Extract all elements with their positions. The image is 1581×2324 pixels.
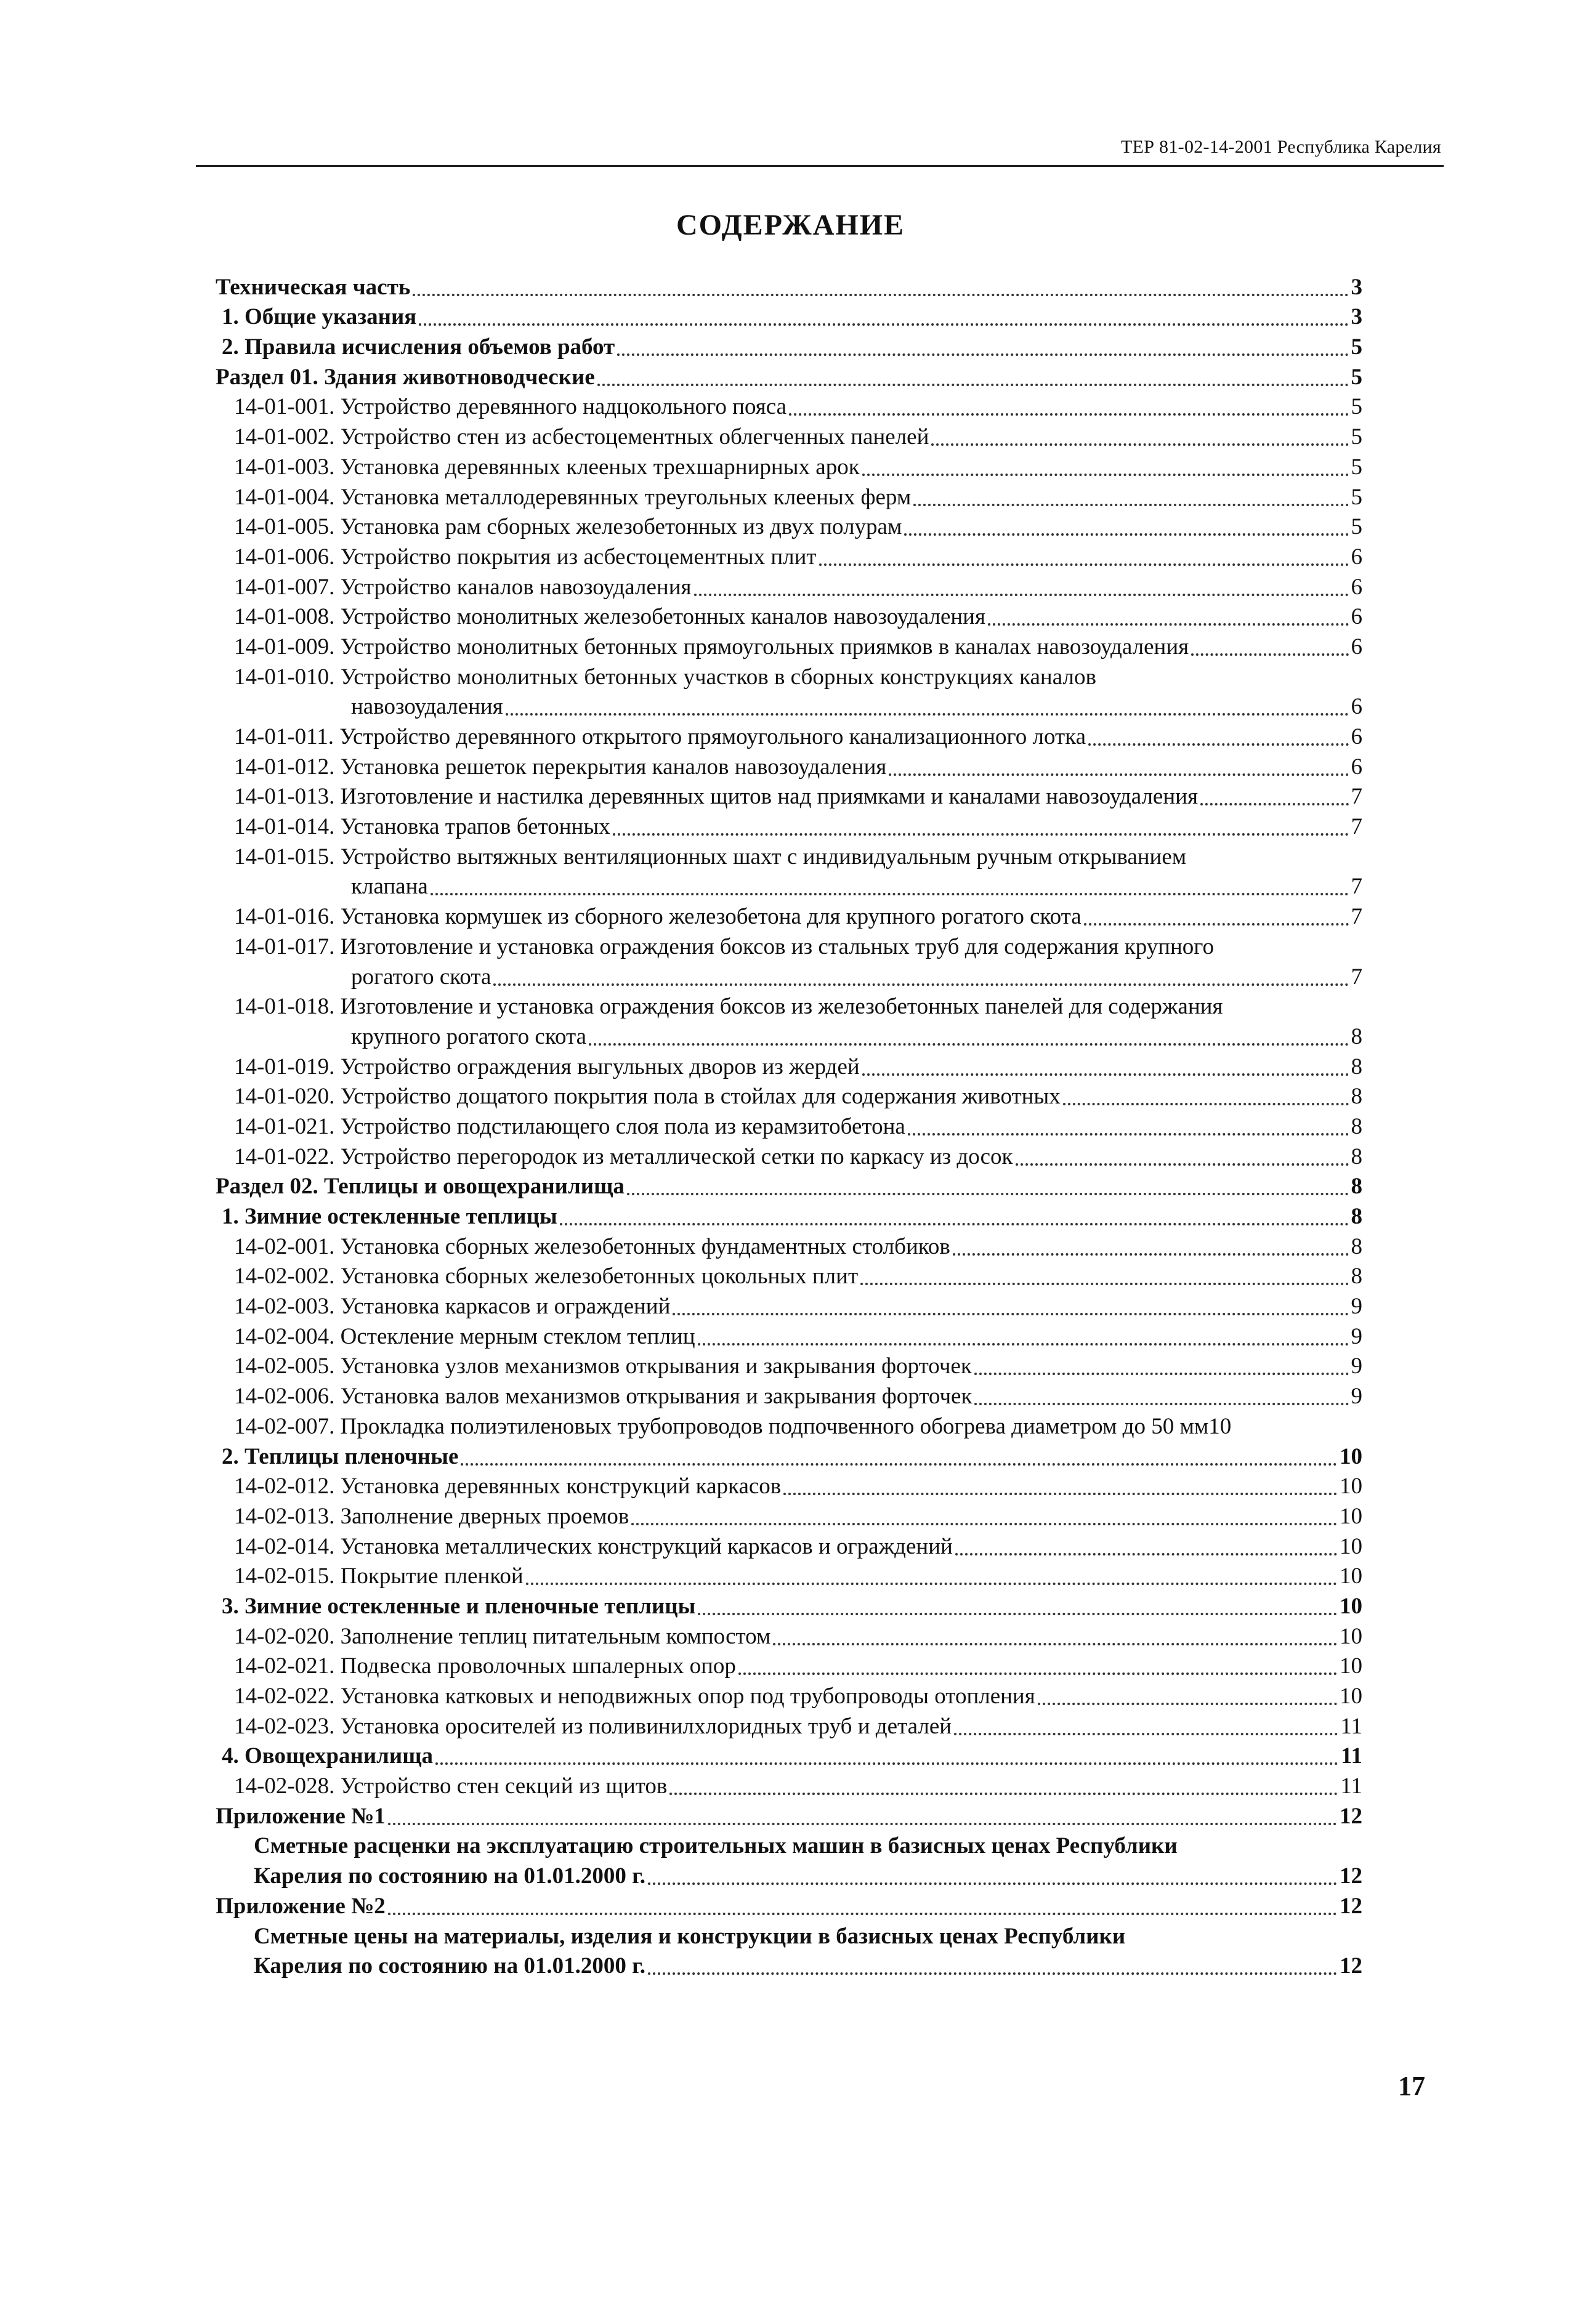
dot-leader xyxy=(738,1672,1337,1675)
toc-entry-title: 14-02-012. Установка деревянных конструкций каркасов xyxy=(234,1474,782,1499)
toc-entry-page: 7 xyxy=(1351,784,1362,810)
toc-entry-title: клапана xyxy=(351,874,428,900)
dot-leader xyxy=(862,1073,1349,1076)
toc-entry xyxy=(216,661,1362,691)
toc-entry-page: 10 xyxy=(1340,1563,1362,1589)
toc-entry-title: 14-01-005. Установка рам сборных железобетонных из двух полурам xyxy=(234,514,902,540)
toc-entry xyxy=(216,1800,1362,1830)
dot-leader xyxy=(526,1583,1337,1585)
dot-leader xyxy=(673,1313,1348,1315)
toc-entry xyxy=(216,1471,1362,1501)
toc-entry-title: 14-01-020. Устройство дощатого покрытия пола в стойлах для содержания животных xyxy=(234,1084,1061,1110)
toc-entry-title: 14-01-011. Устройство деревянного открытого прямоугольного канализационного лотка xyxy=(234,724,1086,749)
toc-entry xyxy=(216,1890,1362,1920)
toc-entry-page: 9 xyxy=(1351,1384,1362,1410)
toc-entry xyxy=(216,900,1362,930)
toc-entry-page: 12 xyxy=(1340,1953,1362,1979)
toc-entry xyxy=(216,1261,1362,1291)
toc-entry xyxy=(216,841,1362,871)
toc-entry-title: Раздел 01. Здания животноводческие xyxy=(216,364,595,390)
dot-leader xyxy=(435,1762,1338,1765)
toc-entry-title: 1. Зимние остекленные теплицы xyxy=(222,1204,557,1229)
toc-entry-title: крупного рогатого скота xyxy=(351,1023,586,1049)
toc-entry xyxy=(216,1290,1362,1320)
toc-entry-page: 5 xyxy=(1351,334,1362,360)
toc-entry-page: 10 xyxy=(1340,1653,1362,1679)
toc-entry-title: 14-01-003. Установка деревянных клееных трехшарнирных арок xyxy=(234,454,860,480)
toc-entry-page: 12 xyxy=(1340,1803,1362,1829)
toc-entry-page: 5 xyxy=(1351,394,1362,420)
toc-entry-title: 14-01-008. Устройство монолитных железобетонных каналов навозоудаления xyxy=(234,604,986,630)
toc-entry xyxy=(216,1560,1362,1591)
toc-entry-title: 14-02-015. Покрытие пленкой xyxy=(234,1563,524,1589)
toc-entry-page: 7 xyxy=(1351,814,1362,840)
toc-entry xyxy=(216,1020,1362,1051)
toc-entry-page: 5 xyxy=(1351,484,1362,510)
toc-entry-title: 14-02-002. Установка сборных железобетонных цокольных плит xyxy=(234,1264,859,1289)
toc-entry xyxy=(216,1770,1362,1800)
toc-entry xyxy=(216,361,1362,391)
toc-entry-title: 2. Правила исчисления объемов работ xyxy=(222,334,615,360)
toc-entry xyxy=(216,1860,1362,1890)
toc-entry xyxy=(216,1680,1362,1710)
toc-entry xyxy=(216,1171,1362,1201)
toc-entry-page: 9 xyxy=(1351,1323,1362,1349)
toc-entry xyxy=(216,1440,1362,1471)
toc-entry xyxy=(216,1320,1362,1350)
toc-entry-title: 14-01-022. Устройство перегородок из металлической сетки по каркасу из досок xyxy=(234,1144,1013,1169)
dot-leader xyxy=(773,1643,1337,1645)
dot-leader xyxy=(974,1373,1349,1375)
dot-leader xyxy=(648,1972,1337,1975)
dot-leader xyxy=(1191,653,1348,656)
toc-entry xyxy=(216,1530,1362,1560)
toc-entry-title: 3. Зимние остекленные и пленочные теплицы xyxy=(222,1593,696,1619)
dot-leader xyxy=(388,1913,1337,1915)
dot-leader xyxy=(904,533,1348,536)
toc-entry xyxy=(216,601,1362,631)
table-of-contents xyxy=(216,271,1362,1980)
dot-leader xyxy=(698,1613,1337,1615)
toc-entry-title: 14-01-018. Изготовление и установка ограждения боксов из железобетонных панелей для содержания xyxy=(234,994,1223,1020)
toc-entry-page: 5 xyxy=(1351,364,1362,390)
toc-entry-page: 8 xyxy=(1351,1054,1362,1079)
toc-entry-title: Сметные расценки на эксплуатацию строительных машин в базисных ценах Республики xyxy=(254,1833,1178,1859)
dot-leader xyxy=(698,1343,1349,1346)
toc-entry xyxy=(216,541,1362,571)
toc-entry-page: 8 xyxy=(1351,1144,1362,1169)
dot-leader xyxy=(819,563,1349,566)
toc-entry-title: Раздел 02. Теплицы и овощехранилища xyxy=(216,1174,625,1200)
toc-entry-page: 5 xyxy=(1351,424,1362,450)
toc-entry xyxy=(216,1620,1362,1650)
dot-leader xyxy=(955,1553,1337,1555)
toc-entry-page: 6 xyxy=(1351,574,1362,600)
toc-entry-page: 9 xyxy=(1351,1294,1362,1320)
toc-entry-page: 8 xyxy=(1351,1084,1362,1110)
toc-entry-page: 10 xyxy=(1208,1413,1232,1439)
toc-entry-page: 8 xyxy=(1351,1113,1362,1139)
dot-leader xyxy=(648,1882,1337,1885)
toc-entry-title: 14-01-013. Изготовление и настилка деревянных щитов над приямками и каналами навозоудаления xyxy=(234,784,1198,810)
dot-leader xyxy=(388,1823,1337,1825)
toc-entry-title: 14-01-016. Установка кормушек из сборного железобетона для крупного рогатого скота xyxy=(234,904,1082,930)
dot-leader xyxy=(988,623,1348,626)
toc-entry xyxy=(216,631,1362,661)
toc-entry-title: 14-01-009. Устройство монолитных бетонных прямоугольных приямков в каналах навозоудаления xyxy=(234,634,1189,660)
header-rule xyxy=(196,165,1444,167)
toc-entry xyxy=(216,1650,1362,1680)
dot-leader xyxy=(617,353,1348,356)
toc-entry-page: 7 xyxy=(1351,904,1362,930)
toc-entry-page: 8 xyxy=(1351,1174,1362,1200)
toc-entry-page: 10 xyxy=(1340,1474,1362,1499)
toc-entry xyxy=(216,961,1362,991)
dot-leader xyxy=(493,983,1348,986)
toc-entry-title: 14-01-019. Устройство ограждения выгульных дворов из жердей xyxy=(234,1054,860,1079)
toc-entry-page: 3 xyxy=(1351,274,1362,300)
dot-leader xyxy=(1200,803,1349,805)
toc-entry-page: 6 xyxy=(1351,754,1362,780)
toc-entry-title: Карелия по состоянию на 01.01.2000 г. xyxy=(254,1863,645,1889)
toc-entry-page: 10 xyxy=(1340,1443,1362,1469)
toc-entry-title: 14-01-012. Установка решеток перекрытия каналов навозоудаления xyxy=(234,754,887,780)
toc-entry-title: 4. Овощехранилища xyxy=(222,1743,433,1769)
toc-entry xyxy=(216,810,1362,841)
toc-entry-page: 7 xyxy=(1351,874,1362,900)
dot-leader xyxy=(694,594,1349,596)
dot-leader xyxy=(974,1403,1348,1405)
toc-entry xyxy=(216,1110,1362,1140)
dot-leader xyxy=(1088,743,1348,746)
dot-leader xyxy=(953,1253,1349,1256)
toc-entry-page: 8 xyxy=(1351,1204,1362,1229)
toc-entry-title: 14-01-010. Устройство монолитных бетонных участков в сборных конструкциях каналов xyxy=(234,664,1096,690)
toc-entry xyxy=(216,1740,1362,1770)
toc-entry-title: 14-02-028. Устройство стен секций из щитов xyxy=(234,1773,668,1799)
dot-leader xyxy=(597,384,1349,386)
toc-entry-page: 5 xyxy=(1351,454,1362,480)
toc-entry-page: 11 xyxy=(1340,1713,1362,1739)
dot-leader xyxy=(631,1523,1337,1525)
toc-entry xyxy=(216,331,1362,361)
toc-entry-title: 14-02-014. Установка металлических конструкций каркасов и ограждений xyxy=(234,1533,953,1559)
dot-leader xyxy=(589,1043,1349,1046)
toc-entry-title: 14-01-006. Устройство покрытия из асбестоцементных плит xyxy=(234,544,817,570)
toc-entry-title: 14-02-004. Остекление мерным стеклом теплиц xyxy=(234,1323,695,1349)
toc-entry xyxy=(216,1081,1362,1111)
toc-entry xyxy=(216,481,1362,511)
dot-leader xyxy=(413,294,1348,296)
dot-leader xyxy=(860,1283,1348,1285)
toc-entry-title: 2. Теплицы пленочные xyxy=(222,1443,459,1469)
toc-entry-title: 14-02-022. Установка катковых и неподвижных опор под трубопроводы отопления xyxy=(234,1684,1035,1709)
toc-entry xyxy=(216,1500,1362,1530)
dot-leader xyxy=(954,1733,1338,1735)
dot-leader xyxy=(461,1463,1337,1466)
toc-entry xyxy=(216,1380,1362,1410)
toc-entry-page: 11 xyxy=(1341,1743,1362,1769)
toc-entry-title: 14-01-001. Устройство деревянного надцокольного пояса xyxy=(234,394,787,420)
toc-entry-page: 6 xyxy=(1351,544,1362,570)
toc-entry xyxy=(216,1590,1362,1620)
toc-entry-title: навозоудаления xyxy=(351,694,503,720)
dot-leader xyxy=(613,833,1349,836)
toc-entry-title: 14-02-021. Подвеска проволочных шпалерных опор xyxy=(234,1653,736,1679)
toc-entry-title: 14-02-013. Заполнение дверных проемов xyxy=(234,1503,629,1529)
toc-title: СОДЕРЖАНИЕ xyxy=(676,209,905,241)
toc-entry-title: 14-01-004. Установка металлодеревянных треугольных клееных ферм xyxy=(234,484,912,510)
toc-entry-page: 10 xyxy=(1340,1503,1362,1529)
toc-entry-title: 14-01-017. Изготовление и установка ограждения боксов из стальных труб для содержания крупного xyxy=(234,934,1215,959)
dot-leader xyxy=(862,474,1349,476)
toc-entry xyxy=(216,1140,1362,1171)
dot-leader xyxy=(1038,1703,1337,1705)
toc-entry-title: 14-01-014. Установка трапов бетонных xyxy=(234,814,610,840)
dot-leader xyxy=(560,1223,1349,1225)
toc-entry-page: 11 xyxy=(1340,1773,1362,1799)
toc-entry-title: Приложение №2 xyxy=(216,1893,386,1919)
toc-entry xyxy=(216,271,1362,301)
toc-entry xyxy=(216,571,1362,601)
toc-entry xyxy=(216,301,1362,331)
toc-entry-page: 8 xyxy=(1351,1023,1362,1049)
toc-entry-page: 10 xyxy=(1340,1623,1362,1649)
toc-entry-page: 3 xyxy=(1351,304,1362,330)
dot-leader xyxy=(1016,1163,1349,1166)
dot-leader xyxy=(669,1793,1338,1795)
toc-entry-title: 14-02-023. Установка оросителей из поливинилхлоридных труб и деталей xyxy=(234,1713,952,1739)
dot-leader xyxy=(1084,923,1349,926)
page-number: 17 xyxy=(1398,2071,1425,2101)
toc-entry-title: 14-01-002. Устройство стен из асбестоцементных облегченных панелей xyxy=(234,424,929,450)
toc-entry xyxy=(216,1920,1362,1950)
toc-entry xyxy=(216,1830,1362,1860)
toc-entry xyxy=(216,871,1362,901)
toc-entry-page: 10 xyxy=(1340,1533,1362,1559)
dot-leader xyxy=(506,713,1349,716)
dot-leader xyxy=(908,1133,1349,1136)
toc-entry-page: 10 xyxy=(1340,1593,1362,1619)
toc-entry-page: 10 xyxy=(1340,1684,1362,1709)
toc-entry-page: 8 xyxy=(1351,1233,1362,1259)
toc-entry-page: 7 xyxy=(1351,964,1362,990)
toc-entry xyxy=(216,1950,1362,1980)
toc-entry-title: 14-02-001. Установка сборных железобетонных фундаментных столбиков xyxy=(234,1233,950,1259)
toc-entry-title: Сметные цены на материалы, изделия и конструкции в базисных ценах Республики xyxy=(254,1923,1126,1949)
dot-leader xyxy=(913,504,1348,506)
toc-entry-title: Техническая часть xyxy=(216,274,411,300)
toc-entry-title: 14-01-015. Устройство вытяжных вентиляционных шахт с индивидуальным ручным открыванием xyxy=(234,844,1187,869)
dot-leader xyxy=(419,323,1348,326)
dot-leader xyxy=(783,1493,1337,1495)
toc-entry-title: 14-02-007. Прокладка полиэтиленовых трубопроводов подпочвенного обогрева диаметром до 50 мм xyxy=(234,1413,1209,1439)
toc-entry-page: 5 xyxy=(1351,514,1362,540)
toc-entry-title: 14-02-020. Заполнение теплиц питательным компостом xyxy=(234,1623,771,1649)
toc-entry-title: 14-02-006. Установка валов механизмов открывания и закрывания форточек xyxy=(234,1384,972,1410)
toc-entry xyxy=(216,1350,1362,1381)
toc-entry xyxy=(216,451,1362,481)
toc-entry xyxy=(216,991,1362,1021)
toc-entry xyxy=(216,1710,1362,1740)
dot-leader xyxy=(789,413,1348,416)
toc-entry-page: 12 xyxy=(1340,1863,1362,1889)
toc-entry xyxy=(216,1051,1362,1081)
dot-leader xyxy=(889,773,1348,776)
toc-entry xyxy=(216,1200,1362,1230)
toc-entry-page: 6 xyxy=(1351,694,1362,720)
toc-entry-title: 14-02-005. Установка узлов механизмов открывания и закрывания форточек xyxy=(234,1354,972,1379)
toc-entry xyxy=(216,391,1362,421)
toc-entry-title: 14-01-021. Устройство подстилающего слоя пола из керамзитобетона xyxy=(234,1113,905,1139)
toc-entry-page: 12 xyxy=(1340,1893,1362,1919)
toc-entry-title: 14-02-003. Установка каркасов и ограждений xyxy=(234,1294,671,1320)
dot-leader xyxy=(627,1193,1349,1195)
toc-entry-page: 6 xyxy=(1351,724,1362,749)
toc-entry-title: 14-01-007. Устройство каналов навозоудаления xyxy=(234,574,692,600)
toc-entry-title: Приложение №1 xyxy=(216,1803,386,1829)
toc-entry xyxy=(216,720,1362,751)
toc-entry-title: Карелия по состоянию на 01.01.2000 г. xyxy=(254,1953,645,1979)
toc-entry-title: 1. Общие указания xyxy=(222,304,417,330)
toc-entry xyxy=(216,1410,1362,1440)
toc-entry xyxy=(216,1230,1362,1261)
toc-entry-title: рогатого скота xyxy=(351,964,491,990)
toc-entry-page: 6 xyxy=(1351,604,1362,630)
toc-entry-page: 6 xyxy=(1351,634,1362,660)
toc-entry xyxy=(216,421,1362,451)
toc-entry-page: 8 xyxy=(1351,1264,1362,1289)
toc-entry xyxy=(216,930,1362,961)
toc-entry xyxy=(216,751,1362,781)
dot-leader xyxy=(431,893,1349,895)
running-header: ТЕР 81-02-14-2001 Республика Карелия xyxy=(1121,137,1441,157)
dot-leader xyxy=(1063,1103,1349,1105)
toc-entry xyxy=(216,511,1362,541)
dot-leader xyxy=(931,443,1348,446)
toc-entry xyxy=(216,691,1362,721)
toc-entry-page: 9 xyxy=(1351,1354,1362,1379)
toc-entry xyxy=(216,781,1362,811)
